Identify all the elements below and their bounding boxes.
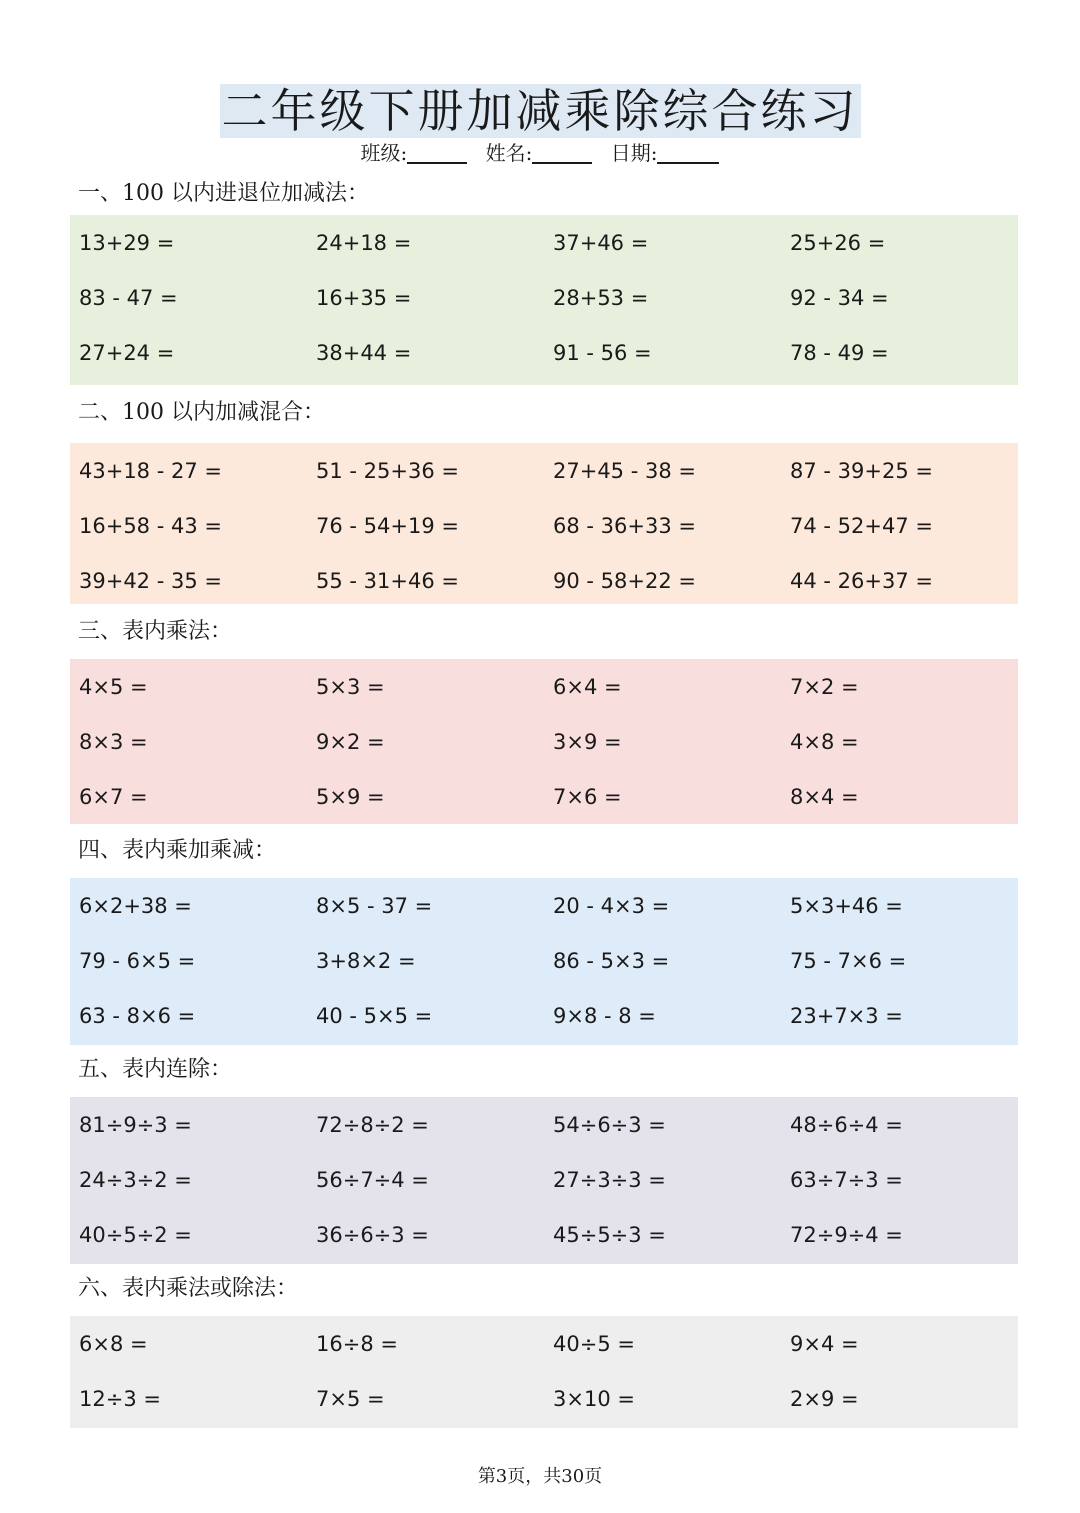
problem-row [70, 769, 1018, 824]
problem: 20 - 4×3 = [553, 893, 670, 918]
problem: 27+24 = [79, 340, 175, 365]
problem: 3×9 = [553, 729, 622, 754]
class-field[interactable]: 班级: [361, 141, 468, 165]
problem: 39+42 - 35 = [79, 568, 222, 593]
problem: 44 - 26+37 = [790, 568, 933, 593]
problem: 72÷9÷4 = [790, 1222, 903, 1247]
section-title: 四、表内乘加乘减： [78, 838, 277, 863]
problem-row [70, 1371, 1018, 1426]
problem: 3+8×2 = [316, 948, 416, 973]
problem: 24÷3÷2 = [79, 1167, 192, 1192]
problem-row [70, 553, 1018, 608]
problem: 86 - 5×3 = [553, 948, 670, 973]
problem: 91 - 56 = [553, 340, 652, 365]
section-3-problems [70, 659, 1018, 824]
section-title: 一、100 以内进退位加减法： [78, 181, 369, 206]
problem: 63 - 8×6 = [79, 1003, 196, 1028]
problem: 38+44 = [316, 340, 412, 365]
problem-row [70, 933, 1018, 988]
problem-row [70, 659, 1018, 714]
page-footer: 第3页，共30页 [477, 1466, 603, 1487]
problem: 74 - 52+47 = [790, 513, 933, 538]
problem: 83 - 47 = [79, 285, 178, 310]
problem: 13+29 = [79, 230, 175, 255]
problem: 8×3 = [79, 729, 148, 754]
problem: 7×5 = [316, 1386, 385, 1411]
section-title: 三、表内乘法： [78, 619, 233, 644]
date-field[interactable]: 日期: [611, 141, 720, 165]
section-title: 二、100 以内加减混合： [78, 400, 325, 425]
problem: 8×5 - 37 = [316, 893, 433, 918]
problem: 9×4 = [790, 1331, 859, 1356]
problem: 45÷5÷3 = [553, 1222, 666, 1247]
problem: 28+53 = [553, 285, 649, 310]
problem: 76 - 54+19 = [316, 513, 459, 538]
section-1-problems [70, 215, 1018, 385]
problem: 2×9 = [790, 1386, 859, 1411]
problem: 27+45 - 38 = [553, 458, 696, 483]
section-5-problems [70, 1097, 1018, 1264]
info-row [0, 138, 1080, 168]
problem: 63÷7÷3 = [790, 1167, 903, 1192]
problem: 56÷7÷4 = [316, 1167, 429, 1192]
problem: 5×3 = [316, 674, 385, 699]
problem: 25+26 = [790, 230, 886, 255]
section-6-problems [70, 1316, 1018, 1428]
problem-row [70, 714, 1018, 769]
problem: 55 - 31+46 = [316, 568, 459, 593]
problem: 7×6 = [553, 784, 622, 809]
problem: 37+46 = [553, 230, 649, 255]
section-title: 五、表内连除： [78, 1057, 233, 1082]
section-4-problems [70, 878, 1018, 1045]
problem-row [70, 988, 1018, 1043]
problem: 24+18 = [316, 230, 412, 255]
problem: 68 - 36+33 = [553, 513, 696, 538]
problem: 75 - 7×6 = [790, 948, 907, 973]
problem-row [70, 270, 1018, 325]
problem-row [70, 443, 1018, 498]
problem-row [70, 325, 1018, 380]
problem: 16+35 = [316, 285, 412, 310]
problem: 51 - 25+36 = [316, 458, 459, 483]
problem: 6×8 = [79, 1331, 148, 1356]
problem: 23+7×3 = [790, 1003, 903, 1028]
problem-row [70, 498, 1018, 553]
problem: 36÷6÷3 = [316, 1222, 429, 1247]
problem: 7×2 = [790, 674, 859, 699]
problem: 6×7 = [79, 784, 148, 809]
problem-row [70, 1316, 1018, 1371]
problem: 72÷8÷2 = [316, 1112, 429, 1137]
problem: 4×5 = [79, 674, 148, 699]
problem: 40 - 5×5 = [316, 1003, 433, 1028]
problem: 8×4 = [790, 784, 859, 809]
problem: 16+58 - 43 = [79, 513, 222, 538]
problem: 27÷3÷3 = [553, 1167, 666, 1192]
problem-row [70, 1097, 1018, 1152]
problem-row [70, 878, 1018, 933]
problem: 90 - 58+22 = [553, 568, 696, 593]
name-field[interactable]: 姓名: [486, 141, 593, 165]
problem: 9×2 = [316, 729, 385, 754]
section-2-problems [70, 443, 1018, 604]
problem: 5×9 = [316, 784, 385, 809]
problem: 6×4 = [553, 674, 622, 699]
problem: 5×3+46 = [790, 893, 903, 918]
problem: 3×10 = [553, 1386, 635, 1411]
problem: 6×2+38 = [79, 893, 192, 918]
problem: 48÷6÷4 = [790, 1112, 903, 1137]
problem-row [70, 1207, 1018, 1262]
problem-row [70, 215, 1018, 270]
page-title: 二年级下册加减乘除综合练习 [221, 84, 859, 138]
problem: 40÷5÷2 = [79, 1222, 192, 1247]
problem-row [70, 1152, 1018, 1207]
problem: 40÷5 = [553, 1331, 635, 1356]
problem: 43+18 - 27 = [79, 458, 222, 483]
problem: 78 - 49 = [790, 340, 889, 365]
problem: 12÷3 = [79, 1386, 161, 1411]
problem: 79 - 6×5 = [79, 948, 196, 973]
section-title: 六、表内乘法或除法： [78, 1276, 299, 1301]
problem: 16÷8 = [316, 1331, 398, 1356]
problem: 81÷9÷3 = [79, 1112, 192, 1137]
problem: 9×8 - 8 = [553, 1003, 656, 1028]
problem: 54÷6÷3 = [553, 1112, 666, 1137]
problem: 87 - 39+25 = [790, 458, 933, 483]
problem: 4×8 = [790, 729, 859, 754]
problem: 92 - 34 = [790, 285, 889, 310]
